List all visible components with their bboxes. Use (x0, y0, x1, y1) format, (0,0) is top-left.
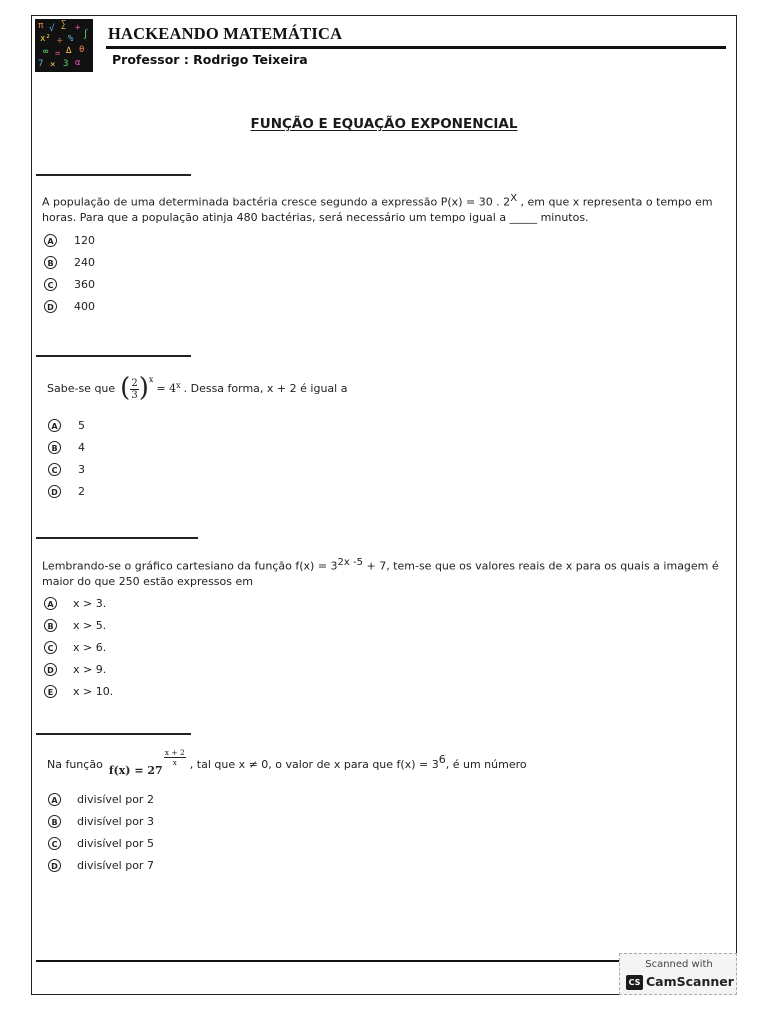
question-4-option-b[interactable] (48, 815, 154, 828)
question-2-rhs-exponent: x (176, 381, 181, 390)
question-1-rule (36, 174, 191, 176)
option-bubble[interactable]: C (48, 463, 61, 476)
question-3-option-e[interactable] (44, 685, 113, 698)
option-text: 400 (74, 300, 95, 313)
option-text: 5 (78, 419, 85, 432)
question-3-rule (36, 537, 198, 539)
exponent-numerator: x + 2 (164, 748, 185, 757)
question-4-function: f(x) = 27 (108, 763, 163, 777)
question-4-option-a[interactable] (48, 793, 154, 806)
question-1-exponent: X (510, 193, 518, 204)
option-text: 360 (74, 278, 95, 291)
camscanner-watermark (619, 953, 737, 995)
option-text: 120 (74, 234, 95, 247)
question-3-text (42, 555, 732, 590)
watermark-line-2: CamScanner (646, 974, 734, 989)
fraction-denominator: 3 (131, 389, 138, 401)
question-1-option-a[interactable] (44, 234, 95, 247)
exponent-denominator: x (172, 758, 177, 767)
question-4-tail-after: , é um número (445, 757, 527, 771)
option-bubble[interactable]: D (44, 663, 57, 676)
question-1-option-c[interactable] (44, 278, 95, 291)
question-4-option-c[interactable] (48, 837, 154, 850)
question-1-text-after: , em que x representa o tempo em horas. Para que a população atinja 480 bactérias, será necessário um tempo igual a _____ minutos. (42, 195, 713, 225)
question-1-text (42, 191, 732, 226)
question-2-lead: Sabe-se que (47, 382, 116, 396)
option-bubble[interactable]: C (48, 837, 61, 850)
option-text: x > 3. (73, 597, 107, 610)
option-text: x > 9. (73, 663, 107, 676)
fraction-numerator: 2 (131, 377, 138, 389)
watermark-line-1: Scanned with (645, 959, 713, 970)
question-2-tail: . Dessa forma, x + 2 é igual a (183, 382, 348, 396)
option-bubble[interactable]: B (44, 619, 57, 632)
question-2-option-a[interactable] (48, 419, 85, 432)
option-text: x > 5. (73, 619, 107, 632)
option-bubble[interactable]: A (48, 793, 61, 806)
professor-name: Professor : Rodrigo Teixeira (112, 52, 308, 67)
fraction (130, 378, 138, 401)
document-title: HACKEANDO MATEMÁTICA (108, 24, 343, 43)
question-2-option-d[interactable] (48, 485, 85, 498)
option-bubble[interactable]: A (48, 419, 61, 432)
option-text: x > 6. (73, 641, 107, 654)
option-bubble[interactable]: B (44, 256, 57, 269)
option-bubble[interactable]: C (44, 278, 57, 291)
exponent-fraction (164, 748, 186, 767)
question-3-option-b[interactable] (44, 619, 106, 632)
option-text: 2 (78, 485, 85, 498)
question-1-text-before: A população de uma determinada bactéria cresce segundo a expressão P(x) = 30 . 2 (42, 195, 511, 209)
question-3-exponent: 2x -5 (337, 557, 363, 568)
option-bubble[interactable]: A (44, 597, 57, 610)
question-4-option-d[interactable] (48, 859, 154, 872)
option-bubble[interactable]: B (48, 815, 61, 828)
question-4-rule (36, 733, 191, 735)
title-rule (106, 46, 726, 49)
question-3-text-before: Lembrando-se o gráfico cartesiano da função f(x) = 3 (42, 559, 338, 573)
question-4-lead: Na função (47, 757, 103, 771)
question-1-option-b[interactable] (44, 256, 95, 269)
option-bubble[interactable]: D (48, 485, 61, 498)
question-2-rule (36, 355, 191, 357)
question-2-text (47, 370, 737, 408)
question-3-text-after: + 7, tem-se que os valores reais de x para os quais a imagem é maior do que 250 estão expressos em (42, 559, 719, 589)
question-2-option-c[interactable] (48, 463, 85, 476)
option-text: 240 (74, 256, 95, 269)
option-text: divisível por 7 (77, 859, 154, 872)
option-bubble[interactable]: D (44, 300, 57, 313)
section-title: FUNÇÃO E EQUAÇÃO EXPONENCIAL (250, 116, 518, 132)
question-2-exponent: x (148, 375, 154, 384)
question-4-text (47, 748, 737, 780)
footer-rule (36, 960, 620, 962)
option-bubble[interactable]: A (44, 234, 57, 247)
question-2-equals: = 4 (156, 382, 177, 396)
question-3-option-d[interactable] (44, 663, 106, 676)
left-paren: ( (120, 373, 131, 404)
question-3-option-a[interactable] (44, 597, 106, 610)
logo-image: π √ ∑ + ∫ x² ÷ % ∞ = ∆ θ 7 × 3 α (35, 19, 93, 72)
camscanner-logo-icon: CS (626, 975, 643, 990)
question-3-option-c[interactable] (44, 641, 106, 654)
option-bubble[interactable]: E (44, 685, 57, 698)
option-text: divisível por 5 (77, 837, 154, 850)
option-bubble[interactable]: B (48, 441, 61, 454)
option-text: divisível por 2 (77, 793, 154, 806)
option-bubble[interactable]: D (48, 859, 61, 872)
option-text: divisível por 3 (77, 815, 154, 828)
question-4-tail-exponent: 6 (438, 753, 446, 766)
option-text: 4 (78, 441, 85, 454)
option-bubble[interactable]: C (44, 641, 57, 654)
question-1-option-d[interactable] (44, 300, 95, 313)
right-paren: ) (138, 373, 149, 404)
question-4-tail-before: , tal que x ≠ 0, o valor de x para que f(x) = 3 (189, 757, 439, 771)
option-text: 3 (78, 463, 85, 476)
option-text: x > 10. (73, 685, 114, 698)
question-2-option-b[interactable] (48, 441, 85, 454)
